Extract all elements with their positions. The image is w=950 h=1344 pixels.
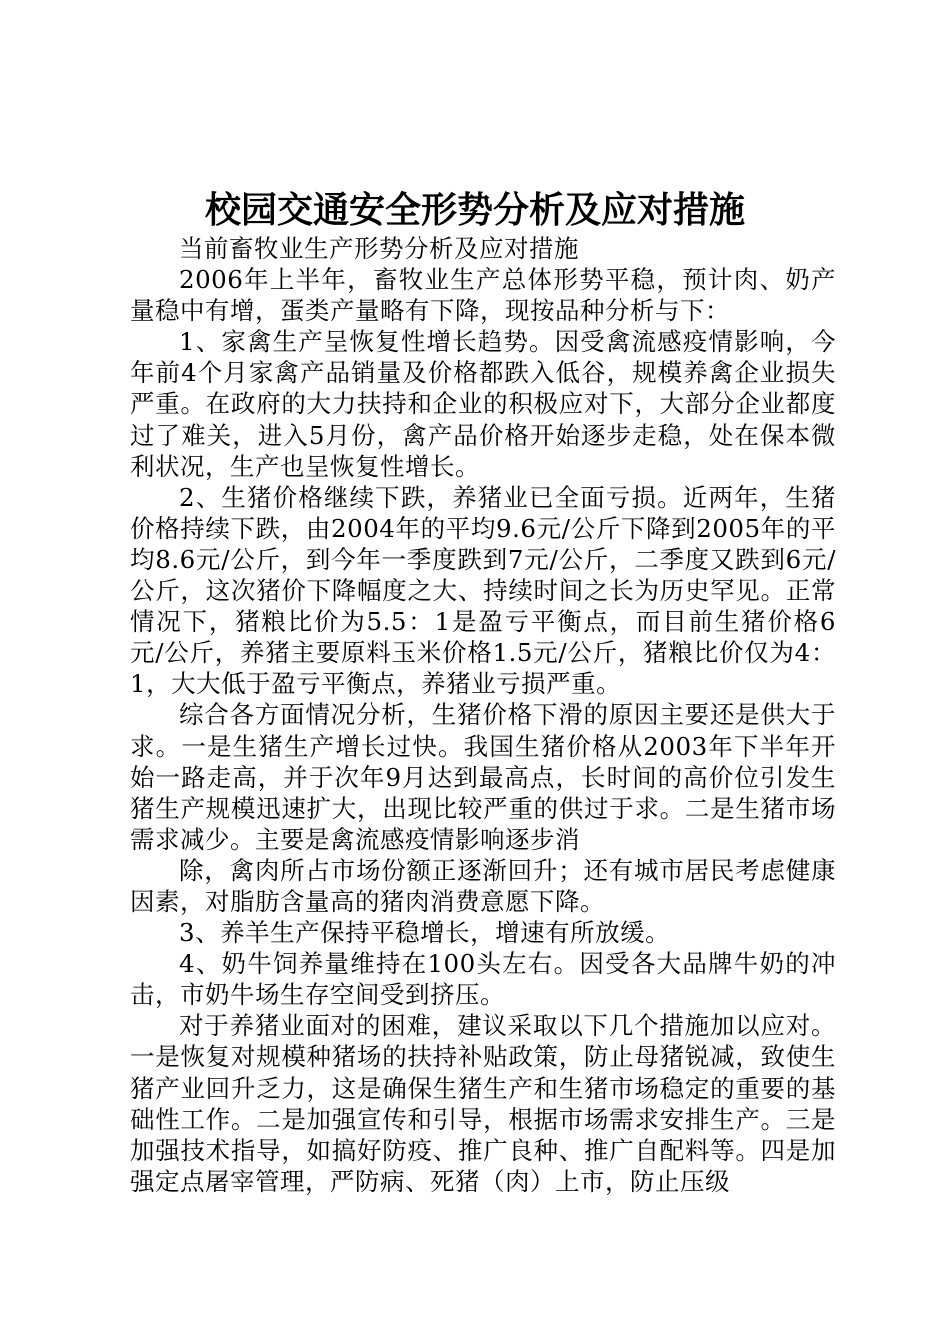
document-title: 校园交通安全形势分析及应对措施	[204, 189, 745, 231]
paragraph-subtitle: 当前畜牧业生产形势分析及应对措施	[179, 234, 579, 263]
paragraph-overview: 2006年上半年，畜牧业生产总体形势平稳，预计肉、奶产量稳中有增，蛋类产量略有下降，现按品种分析与下：	[130, 265, 836, 326]
document-body	[130, 233, 836, 1197]
paragraph-analysis-continued: 除，禽肉所占市场份额正逐渐回升；还有城市居民考虑健康因素，对脂肪含量高的猪肉消费意愿下降。	[130, 855, 836, 916]
paragraph-dairy: 4、奶牛饲养量维持在100头左右。因受各大品牌牛奶的冲击，市奶牛场生存空间受到挤压。	[130, 949, 836, 1010]
paragraph-pig-price: 2、生猪价格继续下跌，养猪业已全面亏损。近两年，生猪价格持续下跌，由2004年的平均9.6元/公斤下降到2005年的平均8.6元/公斤，到今年一季度跌到7元/公斤，二季度又跌到6元/公斤，这次猪价下降幅度之大、持续时间之长为历史罕见。正常情况下，猪粮比价为5.5：1是盈亏平衡点，而目前生猪价格6元/公斤，养猪主要原料玉米价格1.5元/公斤，猪粮比价仅为4：1，大大低于盈亏平衡点，养猪业亏损严重。	[130, 482, 836, 699]
paragraph-poultry: 1、家禽生产呈恢复性增长趋势。因受禽流感疫情影响，今年前4个月家禽产品销量及价格都跌入低谷，规模养禽企业损失严重。在政府的大力扶持和企业的积极应对下，大部分企业都度过了难关，进入5月份，禽产品价格开始逐步走稳，处在保本微利状况，生产也呈恢复性增长。	[130, 327, 836, 481]
paragraph-analysis: 综合各方面情况分析，生猪价格下滑的原因主要还是供大于求。一是生猪生产增长过快。我国生猪价格从2003年下半年开始一路走高，并于次年9月达到最高点，长时间的高价位引发生猪生产规模迅速扩大，出现比较严重的供过于求。二是生猪市场需求减少。主要是禽流感疫情影响逐步消	[130, 700, 836, 854]
paragraph-sheep: 3、养羊生产保持平稳增长，增速有所放缓。	[179, 918, 671, 948]
paragraph-measures: 对于养猪业面对的困难，建议采取以下几个措施加以应对。一是恢复对规模种猪场的扶持补贴政策，防止母猪锐减，致使生猪产业回升乏力，这是确保生猪生产和生猪市场稳定的重要的基础性工作。二是加强宣传和引导，根据市场需求安排生产。三是加强技术指导，如搞好防疫、推广良种、推广自配料等。四是加强定点屠宰管理，严防病、死猪（肉）上市，防止压级	[130, 1011, 836, 1196]
